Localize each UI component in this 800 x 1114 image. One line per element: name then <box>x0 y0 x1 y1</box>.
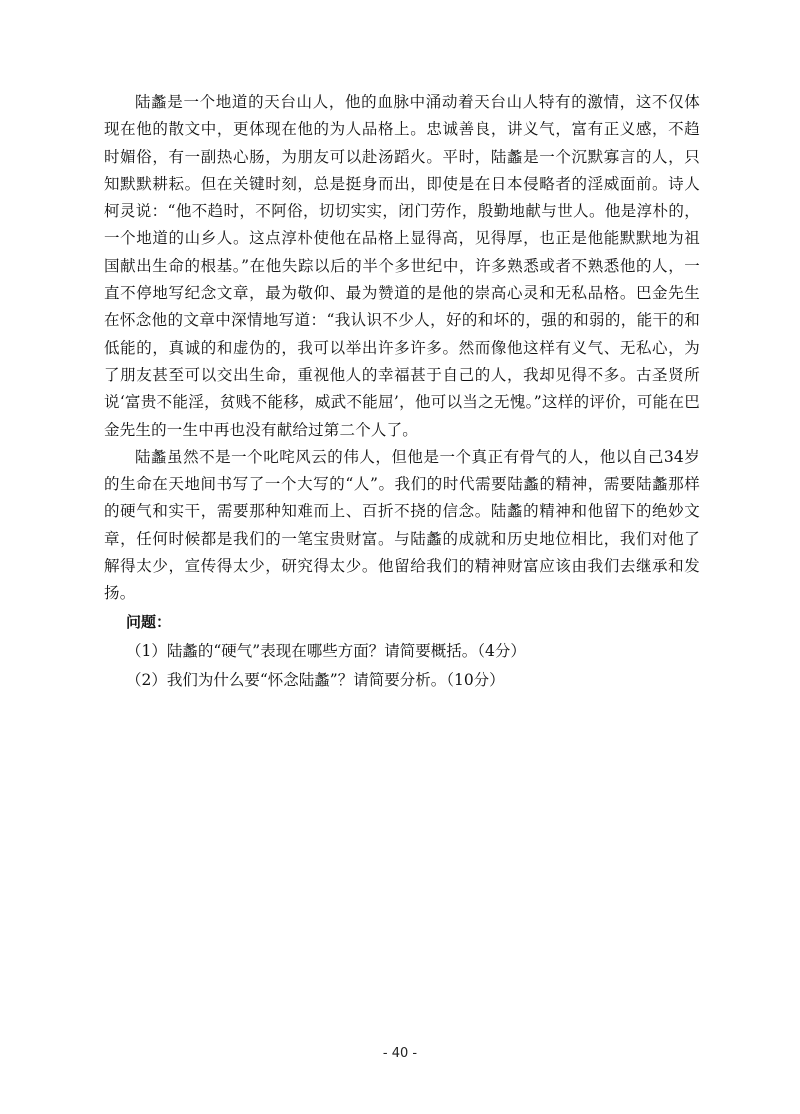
body-paragraph-1: 陆蠡是一个地道的天台山人，他的血脉中涌动着天台山人特有的激情，这不仅体现在他的散文中，更体现在他的为人品格上。忠诚善良，讲义气，富有正义感，不趋时媚俗，有一副热心肠，为朋友可以赴汤蹈火。平时，陆蠡是一个沉默寡言的人，只知默默耕耘。但在关键时刻，总是挺身而出，即使是在日本侵略者的淫威面前。诗人柯灵说：“他不趋时，不阿俗，切切实实，闭门劳作，殷勤地献与世人。他是淳朴的，一个地道的山乡人。这点淳朴使他在品格上显得高，见得厚，也正是他能默默地为祖国献出生命的根基。”在他失踪以后的半个多世纪中，许多熟悉或者不熟悉他的人，一直不停地写纪念文章，最为敬仰、最为赞道的是他的崇高心灵和无私品格。巴金先生在怀念他的文章中深情地写道：“我认识不少人，好的和坏的，强的和弱的，能干的和低能的，真诚的和虚伪的，我可以举出许多许多。然而像他这样有义气、无私心，为了朋友甚至可以交出生命，重视他人的幸福甚于自己的人，我却见得不多。古圣贤所说‘富贵不能淫，贫贱不能移，威武不能屈’，他可以当之无愧。”这样的评价，可能在巴金先生的一生中再也没有献给过第二个人了。 <box>104 93 700 439</box>
page-number: - 40 - <box>382 1046 418 1061</box>
questions-title: 问题： <box>126 612 172 631</box>
questions-section <box>104 608 700 695</box>
body-paragraph-2: 陆蠡虽然不是一个叱咤风云的伟人，但他是一个真正有骨气的人，他以自己34岁的生命在天地间书写了一个大写的“人”。我们的时代需要陆蠡的精神，需要陆蠡那样的硬气和实干，需要那种知难而上、百折不挠的信念。陆蠡的精神和他留下的绝妙文章，任何时候都是我们的一笔宝贵财富。与陆蠡的成就和历史地位相比，我们对他了解得太少，宣传得太少，研究得太少。他留给我们的精神财富应该由我们去继承和发扬。 <box>104 447 700 603</box>
question-item-2: （2）我们为什么要“怀念陆蠡”？请简要分析。（10分） <box>126 670 505 689</box>
question-item-1: （1）陆蠡的“硬气”表现在哪些方面？请简要概括。（4分） <box>126 641 526 660</box>
document-body <box>104 89 700 695</box>
